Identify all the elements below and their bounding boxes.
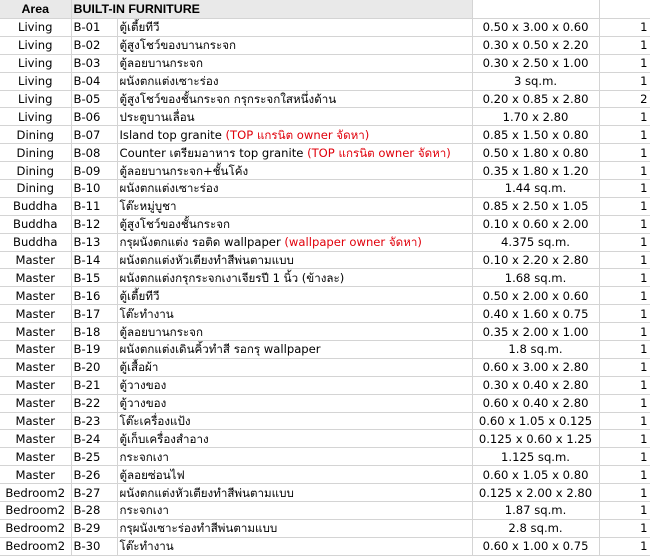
table-row [0,430,650,448]
code-cell[interactable]: B-28 [71,502,117,520]
description-cell[interactable] [117,197,472,215]
description-cell[interactable] [117,305,472,323]
quantity-cell[interactable]: 1 [599,287,650,305]
quantity-cell[interactable]: 1 [599,144,650,162]
area-cell[interactable]: Master [0,376,71,394]
dimensions-cell[interactable]: 0.85 x 2.50 x 1.05 [472,197,599,215]
area-cell[interactable]: Bedroom2 [0,502,71,520]
code-cell[interactable]: B-13 [71,233,117,251]
table-row [0,466,650,484]
description-text: ตู้เตี้ยทีวี [119,288,160,303]
dimensions-cell[interactable]: 0.30 x 0.40 x 2.80 [472,376,599,394]
description-cell[interactable] [117,215,472,233]
quantity-cell[interactable]: 1 [599,537,650,555]
quantity-cell[interactable]: 2 [599,90,650,108]
code-cell[interactable]: B-22 [71,394,117,412]
description-text: ตู้ลอยบานกระจก [119,56,203,71]
description-cell[interactable] [117,484,472,502]
table-row [0,19,650,37]
description-cell[interactable] [117,466,472,484]
table-row [0,269,650,287]
table-row [0,537,650,555]
table-row [0,323,650,341]
area-cell[interactable]: Dining [0,144,71,162]
dimensions-cell[interactable]: 0.50 x 2.00 x 0.60 [472,287,599,305]
quantity-cell[interactable]: 1 [599,54,650,72]
dimensions-cell[interactable]: 0.10 x 2.20 x 2.80 [472,251,599,269]
dimensions-cell[interactable]: 1.8 sq.m. [472,341,599,359]
description-cell[interactable] [117,251,472,269]
table-row [0,215,650,233]
description-cell[interactable] [117,287,472,305]
quantity-cell[interactable]: 1 [599,484,650,502]
table-row [0,54,650,72]
quantity-cell[interactable]: 1 [599,448,650,466]
table-row [0,251,650,269]
table-row [0,162,650,180]
description-text: ตู้สูงโชว์ของบานกระจก [119,38,237,53]
description-cell[interactable] [117,448,472,466]
table-row [0,233,650,251]
dimensions-cell[interactable]: 0.60 x 3.00 x 2.80 [472,358,599,376]
area-cell[interactable]: Master [0,448,71,466]
header-blank-qty[interactable] [599,0,650,19]
code-cell[interactable]: B-14 [71,251,117,269]
table-row [0,341,650,359]
code-cell[interactable]: B-21 [71,376,117,394]
description-cell[interactable] [117,323,472,341]
description-text: ผนังตกแต่งเดินคิ้วทำสี รอกรุ wallpaper [119,342,321,357]
description-cell[interactable] [117,108,472,126]
dimensions-cell[interactable]: 0.125 x 2.00 x 2.80 [472,484,599,502]
code-cell[interactable]: B-08 [71,144,117,162]
code-cell[interactable]: B-26 [71,466,117,484]
description-cell[interactable] [117,537,472,555]
description-text: กระจกเงา [119,503,169,518]
code-cell[interactable]: B-16 [71,287,117,305]
dimensions-cell[interactable]: 0.60 x 1.00 x 0.75 [472,537,599,555]
table-row [0,287,650,305]
header-row [0,0,650,19]
description-text: โต๊ะเครื่องแป้ง [119,414,191,429]
description-text: ตู้เก็บเครื่องสำอาง [119,431,209,446]
description-cell[interactable] [117,36,472,54]
description-cell[interactable] [117,430,472,448]
dimensions-cell[interactable]: 0.60 x 1.05 x 0.80 [472,466,599,484]
code-cell[interactable]: B-18 [71,323,117,341]
area-cell[interactable]: Living [0,19,71,37]
header-blank-dims[interactable] [472,0,599,19]
area-cell[interactable]: Dining [0,180,71,198]
dimensions-cell[interactable]: 0.30 x 2.50 x 1.00 [472,54,599,72]
header-area[interactable]: Area [0,0,71,19]
area-cell[interactable]: Master [0,394,71,412]
description-cell[interactable] [117,180,472,198]
area-cell[interactable]: Bedroom2 [0,484,71,502]
description-text: ตู้ลอยบานกระจก+ชั้นโค้ง [119,163,249,178]
description-text: กรุผนังเซาะร่องทำสีพ่นตามแบบ [119,521,278,536]
description-text: ตู้เตี้ยทีวี [119,20,160,35]
table-row [0,126,650,144]
dimensions-cell[interactable]: 0.35 x 1.80 x 1.20 [472,162,599,180]
table-row [0,376,650,394]
description-cell[interactable] [117,358,472,376]
area-cell[interactable]: Master [0,251,71,269]
description-cell[interactable] [117,269,472,287]
header-title[interactable]: BUILT-IN FURNITURE [71,0,472,19]
code-cell[interactable]: B-11 [71,197,117,215]
area-cell[interactable]: Living [0,72,71,90]
description-cell[interactable] [117,394,472,412]
quantity-cell[interactable]: 1 [599,412,650,430]
supply-note: (TOP แกรนิต owner จัดหา) [307,145,451,160]
table-row [0,412,650,430]
description-text: โต๊ะทำงาน [119,539,174,554]
table-row [0,448,650,466]
description-text: ผนังตกแต่งเซาะร่อง [119,181,219,196]
description-cell[interactable] [117,341,472,359]
code-cell[interactable]: B-30 [71,537,117,555]
description-text: โต๊ะทำงาน [119,306,174,321]
area-cell[interactable]: Dining [0,162,71,180]
description-text: ตู้สูงโชว์ของชั้นกระจก [119,217,231,232]
area-cell[interactable]: Bedroom2 [0,537,71,555]
quantity-cell[interactable]: 1 [599,215,650,233]
description-cell[interactable] [117,54,472,72]
quantity-cell[interactable]: 1 [599,197,650,215]
area-cell[interactable]: Master [0,341,71,359]
description-text: กรุผนังตกแต่ง รอติด wallpaper [119,235,285,250]
quantity-cell[interactable]: 1 [599,502,650,520]
code-cell[interactable]: B-07 [71,126,117,144]
description-cell[interactable] [117,412,472,430]
description-cell[interactable] [117,502,472,520]
table-row [0,502,650,520]
description-cell[interactable] [117,90,472,108]
quantity-cell[interactable]: 1 [599,108,650,126]
area-cell[interactable]: Living [0,54,71,72]
description-text: โต๊ะหมู่บูชา [119,199,177,214]
area-cell[interactable]: Living [0,90,71,108]
dimensions-cell[interactable]: 1.87 sq.m. [472,502,599,520]
supply-note: (TOP แกรนิต owner จัดหา) [225,127,370,142]
code-cell[interactable]: B-05 [71,90,117,108]
dimensions-cell[interactable]: 1.125 sq.m. [472,448,599,466]
description-cell[interactable] [117,144,472,162]
code-cell[interactable]: B-27 [71,484,117,502]
table-row [0,197,650,215]
code-cell[interactable]: B-25 [71,448,117,466]
area-cell[interactable]: Buddha [0,233,71,251]
description-text: ผนังตกแต่งหัวเตียงทำสีพ่นตามแบบ [119,485,294,500]
description-text: ตู้สูงโชว์ของชั้นกระจก กรุกระจกใสหนึ่งด้าน [119,92,337,106]
quantity-cell[interactable]: 1 [599,358,650,376]
area-cell[interactable]: Master [0,287,71,305]
dimensions-cell[interactable]: 0.35 x 2.00 x 1.00 [472,323,599,341]
description-text: ตู้ลอยซ่อนไฟ [119,467,185,482]
code-cell[interactable]: B-24 [71,430,117,448]
table-row [0,358,650,376]
table-row [0,394,650,412]
table-row [0,72,650,90]
code-cell[interactable]: B-06 [71,108,117,126]
area-cell[interactable]: Master [0,412,71,430]
supply-note: (wallpaper owner จัดหา) [284,235,422,250]
area-cell[interactable]: Master [0,269,71,287]
dimensions-cell[interactable]: 0.125 x 0.60 x 1.25 [472,430,599,448]
area-cell[interactable]: Bedroom2 [0,519,71,537]
code-cell[interactable]: B-17 [71,305,117,323]
code-cell[interactable]: B-10 [71,180,117,198]
dimensions-cell[interactable]: 0.10 x 0.60 x 2.00 [472,215,599,233]
description-text: Island top granite [119,127,226,142]
code-cell[interactable]: B-03 [71,54,117,72]
dimensions-cell[interactable]: 0.85 x 1.50 x 0.80 [472,126,599,144]
table-row [0,484,650,502]
table-row [0,36,650,54]
code-cell[interactable]: B-09 [71,162,117,180]
quantity-cell[interactable]: 1 [599,466,650,484]
description-cell[interactable] [117,376,472,394]
area-cell[interactable]: Master [0,305,71,323]
description-cell[interactable] [117,19,472,37]
quantity-cell[interactable]: 1 [599,19,650,37]
table-row [0,305,650,323]
dimensions-cell[interactable]: 1.44 sq.m. [472,180,599,198]
dimensions-cell[interactable]: 0.60 x 1.05 x 0.125 [472,412,599,430]
code-cell[interactable]: B-12 [71,215,117,233]
area-cell[interactable]: Buddha [0,215,71,233]
area-cell[interactable]: Buddha [0,197,71,215]
description-cell[interactable] [117,126,472,144]
code-cell[interactable]: B-23 [71,412,117,430]
description-text: ตู้เสื้อผ้า [119,360,159,375]
description-text: Counter เตรียมอาหาร top granite [119,145,308,160]
table-row [0,180,650,198]
dimensions-cell[interactable]: 0.60 x 0.40 x 2.80 [472,394,599,412]
code-cell[interactable]: B-04 [71,72,117,90]
quantity-cell[interactable]: 1 [599,251,650,269]
table-row [0,90,650,108]
code-cell[interactable]: B-02 [71,36,117,54]
description-cell[interactable] [117,519,472,537]
quantity-cell[interactable]: 1 [599,519,650,537]
description-text: ประตูบานเลื่อน [119,109,195,124]
description-text: ผนังตกแต่งเซาะร่อง [119,74,219,89]
description-text: ตู้วางของ [119,396,167,411]
area-cell[interactable]: Master [0,358,71,376]
table-row [0,144,650,162]
description-text: ผนังตกแต่งหัวเตียงทำสีพ่นตามแบบ [119,253,294,268]
area-cell[interactable]: Living [0,108,71,126]
dimensions-cell[interactable]: 0.40 x 1.60 x 0.75 [472,305,599,323]
quantity-cell[interactable]: 1 [599,376,650,394]
description-cell[interactable] [117,233,472,251]
dimensions-cell[interactable]: 0.50 x 3.00 x 0.60 [472,19,599,37]
dimensions-cell[interactable]: 0.50 x 1.80 x 0.80 [472,144,599,162]
code-cell[interactable]: B-20 [71,358,117,376]
dimensions-cell[interactable]: 0.20 x 0.85 x 2.80 [472,90,599,108]
quantity-cell[interactable]: 1 [599,180,650,198]
description-text: กระจกเงา [119,449,169,464]
dimensions-cell[interactable]: 1.68 sq.m. [472,269,599,287]
quantity-cell[interactable]: 1 [599,36,650,54]
dimensions-cell[interactable]: 2.8 sq.m. [472,519,599,537]
quantity-cell[interactable]: 1 [599,341,650,359]
quantity-cell[interactable]: 1 [599,72,650,90]
quantity-cell[interactable]: 1 [599,323,650,341]
area-cell[interactable]: Master [0,323,71,341]
dimensions-cell[interactable]: 1.70 x 2.80 [472,108,599,126]
quantity-cell[interactable]: 1 [599,126,650,144]
code-cell[interactable]: B-15 [71,269,117,287]
quantity-cell[interactable]: 1 [599,162,650,180]
quantity-cell[interactable]: 1 [599,430,650,448]
quantity-cell[interactable]: 1 [599,305,650,323]
description-text: ผนังตกแต่งกรุกระจกเงาเจียรปี 1 นิ้ว (ข้างละ) [119,270,345,285]
quantity-cell[interactable]: 1 [599,233,650,251]
dimensions-cell[interactable]: 3 sq.m. [472,72,599,90]
description-text: ตู้ลอยบานกระจก [119,324,203,339]
description-text: ตู้วางของ [119,378,167,393]
dimensions-cell[interactable]: 4.375 sq.m. [472,233,599,251]
area-cell[interactable]: Master [0,466,71,484]
quantity-cell[interactable]: 1 [599,394,650,412]
dimensions-cell[interactable]: 0.30 x 0.50 x 2.20 [472,36,599,54]
code-cell[interactable]: B-01 [71,19,117,37]
code-cell[interactable]: B-29 [71,519,117,537]
code-cell[interactable]: B-19 [71,341,117,359]
quantity-cell[interactable]: 1 [599,269,650,287]
description-cell[interactable] [117,162,472,180]
table-row [0,108,650,126]
table-row [0,519,650,537]
description-cell[interactable] [117,72,472,90]
area-cell[interactable]: Master [0,430,71,448]
area-cell[interactable]: Living [0,36,71,54]
area-cell[interactable]: Dining [0,126,71,144]
